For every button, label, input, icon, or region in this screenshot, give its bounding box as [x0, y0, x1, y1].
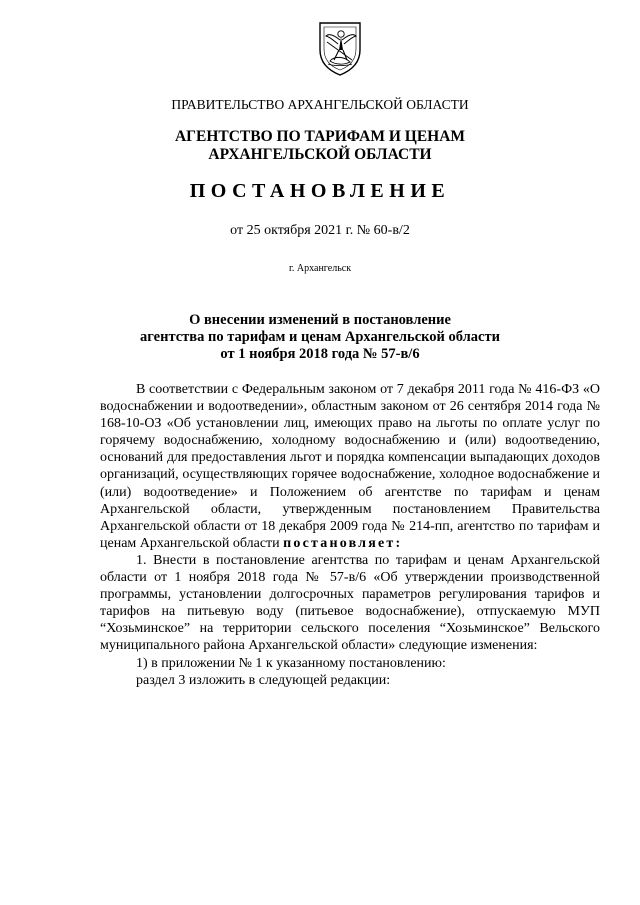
preamble-text: В соответствии с Федеральным законом от 7 декабря 2011 года № 416-ФЗ «О водоснабжении и водоотведении», областным законом от 26 сентября 2014 года № 168-10-ОЗ «Об установлении лиц, имеющих право на льготы по оплате услуг по горячему водоснабжению, холодному водоснабжению и (или) водоотведению, оснований для предоставления льгот и порядка компенсации выпадающих доходов организаций, осуществляющих горячее водоснабжение, холодное водоснабжение и (или) водоотведение» и Положением об агентстве по тарифам и ценам Архангельской области, утвержденным постановлением Правительства Архангельской области от 18 декабря 2009 года № 214-пп, агентство по тарифам и ценам Архангельской области	[100, 382, 600, 551]
document-subject	[0, 312, 640, 363]
government-title: ПРАВИТЕЛЬСТВО АРХАНГЕЛЬСКОЙ ОБЛАСТИ	[171, 97, 469, 112]
date-number: от 25 октября 2021 г. № 60-в/2	[230, 223, 410, 238]
document-type-heading: ПОСТАНОВЛЕНИЕ	[189, 180, 451, 202]
city-name: г. Архангельск	[288, 263, 352, 274]
agency-title-line2: АРХАНГЕЛЬСКОЙ ОБЛАСТИ	[208, 146, 432, 163]
item-1-paragraph: 1. Внести в постановление агентства по тарифам и ценам Архангельской области от 1 ноября 2018 года № 57-в/6 «Об утверждении производственной программы, установлении долгосрочных параметров регулирования тарифов и тарифов на питьевую воду (питьевое водоснабжение), отпускаемую МУП “Хозьминское” на территории сельского поселения “Хозьминское” Вельского муниципального района Архангельской области» следующие изменения:	[100, 552, 600, 654]
subitem-1-paragraph: 1) в приложении № 1 к указанному постановлению:	[136, 655, 446, 671]
preamble-paragraph	[100, 381, 600, 552]
agency-title-line1: АГЕНТСТВО ПО ТАРИФАМ И ЦЕНАМ	[174, 128, 466, 145]
subject-line1: О внесении изменений в постановление	[189, 312, 451, 328]
subject-line3: от 1 ноября 2018 года № 57-в/6	[220, 346, 420, 362]
subject-line2: агентства по тарифам и ценам Архангельской области	[140, 329, 500, 345]
resolves-word: постановляет:	[283, 535, 403, 551]
section-3-paragraph: раздел 3 изложить в следующей редакции:	[136, 672, 391, 688]
document-body	[100, 381, 600, 689]
agency-title	[0, 128, 640, 164]
coat-of-arms-emblem	[318, 20, 362, 76]
